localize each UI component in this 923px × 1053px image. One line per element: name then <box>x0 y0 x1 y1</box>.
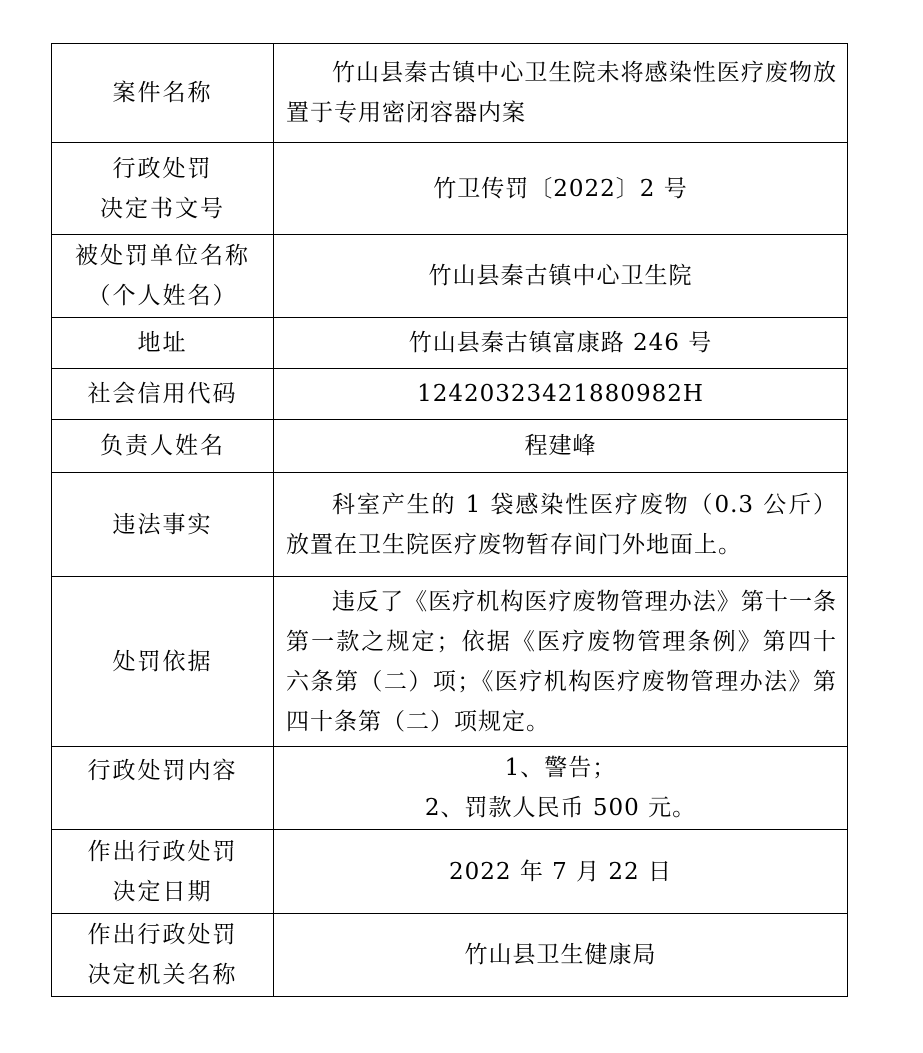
row-label-decision-number <box>52 143 274 235</box>
row-label-address <box>52 318 274 369</box>
value-line: 竹山县卫生健康局 <box>464 942 657 968</box>
label-line: 被处罚单位名称 <box>75 243 250 269</box>
table-row <box>52 44 848 143</box>
value-paragraph: 科室产生的 1 袋感染性医疗废物（0.3 公斤）放置在卫生院医疗废物暂存间门外地面上。 <box>286 491 837 558</box>
row-value-violation-facts <box>274 473 848 577</box>
row-label-credit-code <box>52 369 274 420</box>
table-row <box>52 369 848 420</box>
value-line: 2、罚款人民币 500 元。 <box>424 795 697 821</box>
row-value-penalized-party <box>274 235 848 318</box>
table-row <box>52 318 848 369</box>
label-line: 决定机关名称 <box>87 962 238 988</box>
value-line: 竹卫传罚〔2022〕2 号 <box>433 175 688 202</box>
value-line: 程建峰 <box>524 433 597 459</box>
value-line: 2022 年 7 月 22 日 <box>449 858 672 885</box>
label-line: 作出行政处罚 <box>87 922 238 948</box>
label-line: 处罚依据 <box>112 648 213 675</box>
value-paragraph: 竹山县秦古镇中心卫生院未将感染性医疗废物放置于专用密闭容器内案 <box>286 60 837 126</box>
row-label-violation-facts <box>52 473 274 577</box>
table-row <box>52 420 848 473</box>
label-line: 负责人姓名 <box>100 433 225 459</box>
row-value-address <box>274 318 848 369</box>
row-label-penalized-party <box>52 235 274 318</box>
row-value-credit-code <box>274 369 848 420</box>
row-value-responsible-person <box>274 420 848 473</box>
row-label-case-name <box>52 44 274 143</box>
table-row <box>52 747 848 830</box>
label-line: 地址 <box>137 330 188 356</box>
row-value-decision-authority <box>274 914 848 997</box>
row-value-decision-date <box>274 830 848 914</box>
row-value-penalty-content <box>274 747 848 830</box>
label-line: （个人姓名） <box>87 283 238 309</box>
label-line: 行政处罚内容 <box>87 758 238 784</box>
label-line: 决定书文号 <box>100 195 225 222</box>
table-row <box>52 830 848 914</box>
table-row <box>52 235 848 318</box>
value-line: 竹山县秦古镇富康路 246 号 <box>408 330 713 356</box>
label-line: 违法事实 <box>112 511 213 538</box>
label-line: 决定日期 <box>112 878 213 905</box>
table-row <box>52 143 848 235</box>
row-label-responsible-person <box>52 420 274 473</box>
row-label-decision-date <box>52 830 274 914</box>
value-line: 竹山县秦古镇中心卫生院 <box>428 263 693 289</box>
label-line: 社会信用代码 <box>87 381 238 407</box>
row-value-penalty-basis <box>274 577 848 747</box>
row-label-penalty-content <box>52 747 274 830</box>
row-value-case-name <box>274 44 848 143</box>
penalty-info-table <box>51 43 848 997</box>
value-line: 1、警告； <box>504 755 617 781</box>
label-line: 作出行政处罚 <box>87 838 238 865</box>
label-line: 行政处罚 <box>112 155 213 182</box>
table-row <box>52 473 848 577</box>
label-line: 案件名称 <box>112 80 213 106</box>
row-label-decision-authority <box>52 914 274 997</box>
value-line: 12420323421880982H <box>417 381 704 407</box>
table-row <box>52 914 848 997</box>
value-paragraph: 违反了《医疗机构医疗废物管理办法》第十一条第一款之规定；依据《医疗废物管理条例》第四十六条第（二）项；《医疗机构医疗废物管理办法》第四十条第（二）项规定。 <box>286 588 837 735</box>
row-label-penalty-basis <box>52 577 274 747</box>
row-value-decision-number <box>274 143 848 235</box>
table-row <box>52 577 848 747</box>
